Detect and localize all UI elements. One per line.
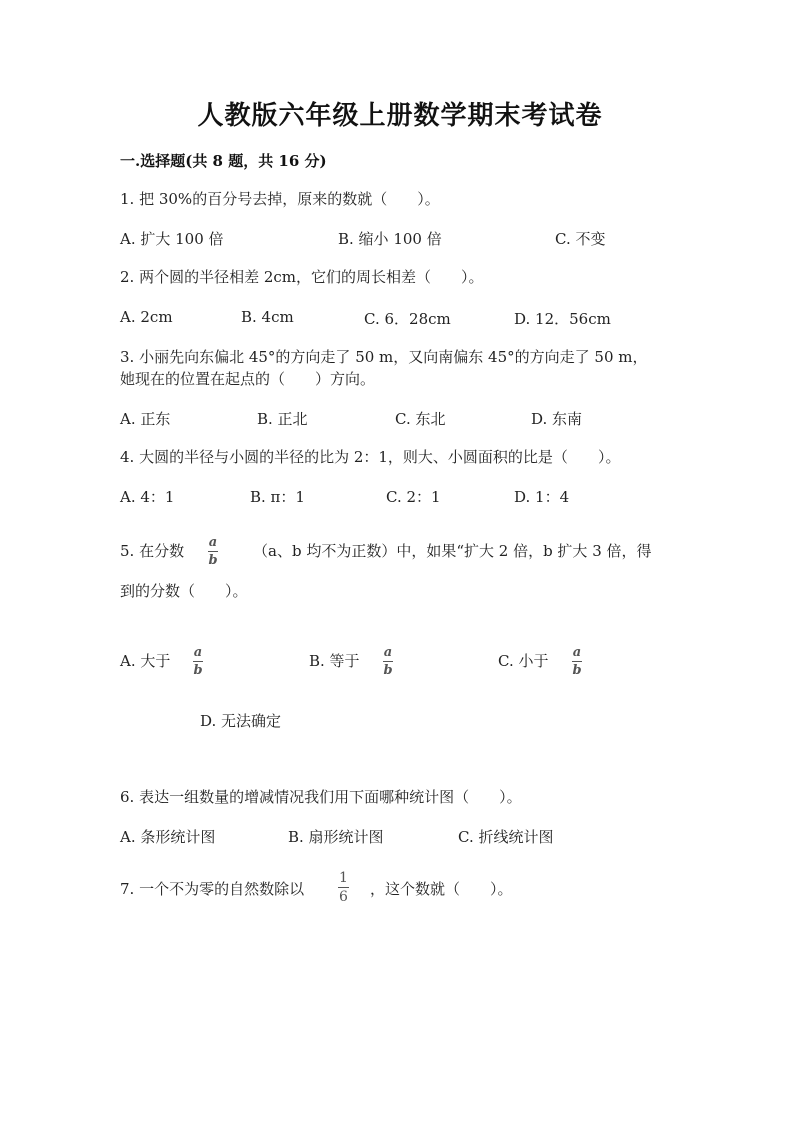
q3-option-d[interactable]: D. 东南 xyxy=(531,410,583,428)
q5-fraction xyxy=(208,536,218,567)
q5-option-b[interactable]: B. 等于 xyxy=(309,652,360,670)
fraction-bar xyxy=(338,887,349,888)
q5-option-c[interactable]: C. 小于 xyxy=(498,652,549,670)
fraction-numerator: a xyxy=(383,645,393,660)
fraction-numerator: a xyxy=(572,645,582,660)
q5-fraction-denominator: b xyxy=(208,553,218,568)
fraction-bar xyxy=(572,661,582,662)
q6-option-c[interactable]: C. 折线统计图 xyxy=(458,828,554,846)
q2-option-a[interactable]: A. 2cm xyxy=(120,308,173,326)
q2-option-c[interactable]: C. 6．28cm xyxy=(364,310,451,328)
page-title: 人教版六年级上册数学期末考试卷 xyxy=(197,101,603,131)
q7-fraction xyxy=(338,871,349,904)
q1-option-a[interactable]: A. 扩大 100 倍 xyxy=(120,230,224,248)
q5-fraction-numerator: a xyxy=(208,535,218,550)
q5-option-a[interactable]: A. 大于 xyxy=(120,652,171,670)
q3-option-a[interactable]: A. 正东 xyxy=(120,410,171,428)
q2-option-d[interactable]: D. 12．56cm xyxy=(514,310,611,328)
fraction-denominator: b xyxy=(572,663,582,678)
q1-option-b[interactable]: B. 缩小 100 倍 xyxy=(338,230,442,248)
question-3-line-2: 她现在的位置在起点的（ ）方向。 xyxy=(120,370,376,388)
q4-option-a[interactable]: A. 4：1 xyxy=(120,488,175,506)
question-7-suffix: ，这个数就（ ）。 xyxy=(370,880,513,898)
question-7-prefix: 7. 一个不为零的自然数除以 xyxy=(120,880,305,898)
question-4: 4. 大圆的半径与小圆的半径的比为 2：1，则大、小圆面积的比是（ ）。 xyxy=(120,448,621,466)
q6-option-b[interactable]: B. 扇形统计图 xyxy=(288,828,384,846)
q1-option-c[interactable]: C. 不变 xyxy=(555,230,606,248)
q5-option-b-fraction xyxy=(383,646,393,677)
q3-option-c[interactable]: C. 东北 xyxy=(395,410,446,428)
question-5-line-2: 到的分数（ ）。 xyxy=(120,582,248,600)
q5-option-d[interactable]: D. 无法确定 xyxy=(200,712,282,730)
q7-fraction-denominator: 6 xyxy=(339,889,348,905)
q4-option-c[interactable]: C. 2：1 xyxy=(386,488,441,506)
fraction-bar xyxy=(383,661,393,662)
question-3-line-1: 3. 小丽先向东偏北 45°的方向走了 50 m，又向南偏东 45°的方向走了 50 m， xyxy=(120,348,648,366)
q4-option-d[interactable]: D. 1：4 xyxy=(514,488,570,506)
q7-fraction-numerator: 1 xyxy=(339,870,348,886)
q6-option-a[interactable]: A. 条形统计图 xyxy=(120,828,216,846)
q4-option-b[interactable]: B. π：1 xyxy=(250,488,305,506)
section-heading: 一.选择题(共 8 题，共 16 分) xyxy=(120,152,327,170)
fraction-denominator: b xyxy=(383,663,393,678)
fraction-bar xyxy=(208,551,218,552)
q5-option-c-fraction xyxy=(572,646,582,677)
fraction-denominator: b xyxy=(193,663,203,678)
question-2: 2. 两个圆的半径相差 2cm，它们的周长相差（ ）。 xyxy=(120,268,484,286)
fraction-numerator: a xyxy=(193,645,203,660)
question-1: 1. 把 30%的百分号去掉，原来的数就（ ）。 xyxy=(120,190,440,208)
q5-option-a-fraction xyxy=(193,646,203,677)
q3-option-b[interactable]: B. 正北 xyxy=(257,410,308,428)
q2-option-b[interactable]: B. 4cm xyxy=(241,308,294,326)
question-5-suffix: （a、b 均不为正数）中，如果“扩大 2 倍，b 扩大 3 倍，得 xyxy=(253,542,652,560)
question-6: 6. 表达一组数量的增减情况我们用下面哪种统计图（ ）。 xyxy=(120,788,522,806)
fraction-bar xyxy=(193,661,203,662)
question-5-prefix: 5. 在分数 xyxy=(120,542,185,560)
